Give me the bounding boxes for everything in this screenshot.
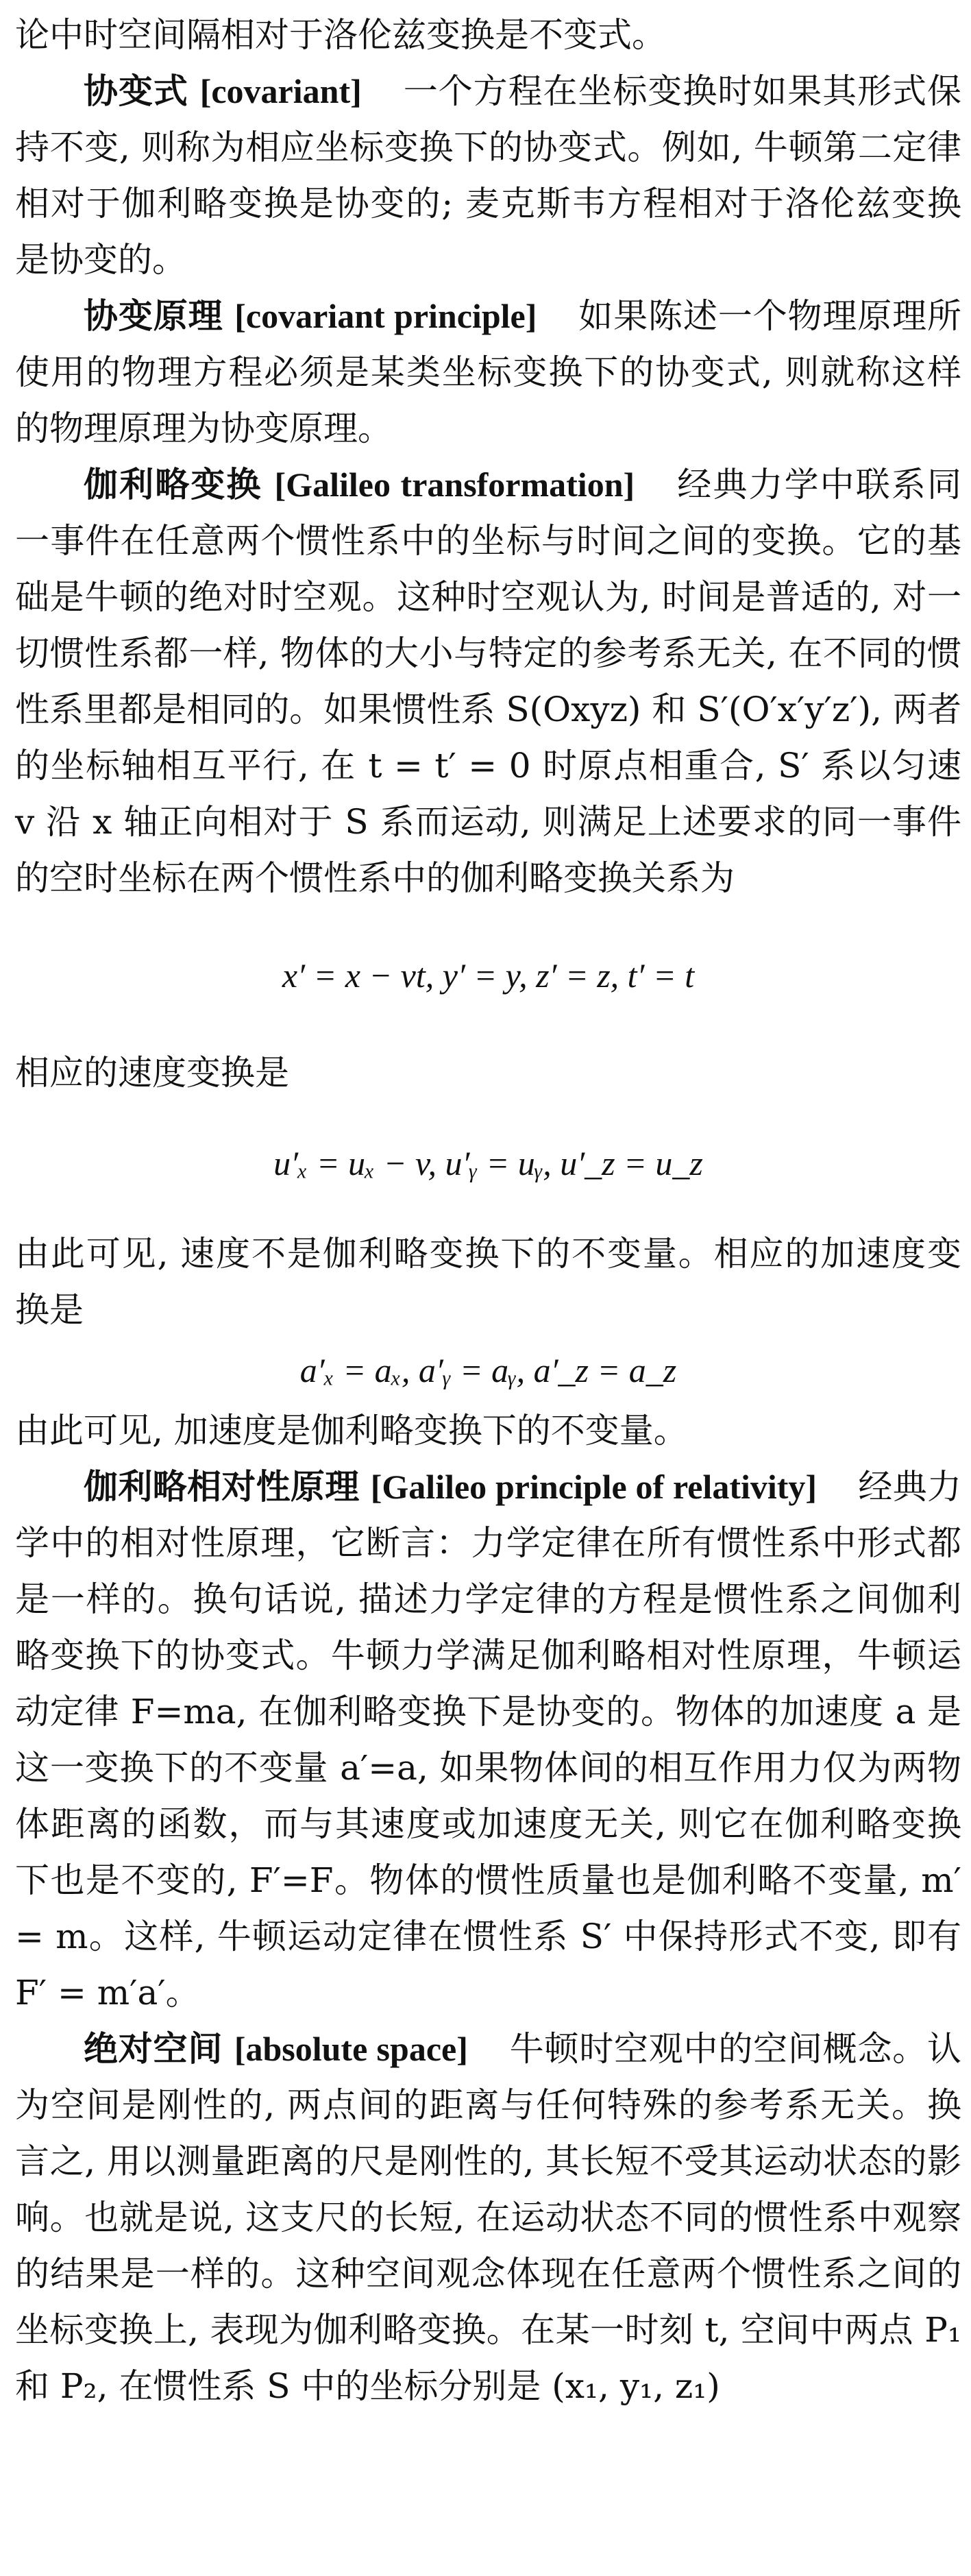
- entry-text: 经典力学中的相对性原理，它断言：力学定律在所有惯性系中形式都是一样的。换句话说, 描述力学定律的方程是惯性系之间伽利略变换下的协变式。牛顿力学满足伽利略相对性原理，牛顿运动定律 F=ma, 在伽利略变换下是协变的。物体的加速度 a 是这一变换下的不变量 a′=a, 如果物体间的相互作用力仅为两物体距离的函数，而与其速度或加速度无关, 则它在伽利略变换下也是不变的, F′=F。物体的惯性质量也是伽利略不变量, m′ = m。这样, 牛顿运动定律在惯性系 S′ 中保持形式不变, 即有 F′ = m′a′。: [15, 1467, 962, 2013]
- entry-galileo-relativity: [15, 1459, 961, 2021]
- paragraph-velocity-note: 由此可见, 速度不是伽利略变换下的不变量。相应的加速度变换是: [15, 1234, 961, 1330]
- entry-text: 一个方程在坐标变换时如果其形式保持不变, 则称为相应坐标变换下的协变式。例如, 牛顿第二定律相对于伽利略变换是协变的; 麦克斯韦方程相对于洛伦兹变换是协变的。: [15, 71, 962, 280]
- entry-absolute-space: [15, 2021, 961, 2414]
- entry-term: 绝对空间: [84, 2029, 223, 2069]
- paragraph-velocity-intro: 相应的速度变换是: [15, 1053, 289, 1093]
- entry-term: 伽利略变换: [84, 465, 262, 505]
- entry-text: 牛顿时空观中的空间概念。认为空间是刚性的, 两点间的距离与任何特殊的参考系无关。换言之, 用以测量距离的尺是刚性的, 其长短不受其运动状态的影响。也就是说, 这支尺的长短, 在运动状态不同的惯性系中观察的结果是一样的。这种空间观念体现在任意两个惯性系之间的坐标变换上, 表现为伽利略变换。在某一时刻 t, 空间中两点 P₁ 和 P₂, 在惯性系 S 中的坐标分别是 (x₁, y₁, z₁): [15, 2029, 962, 2406]
- equation-coordinate-transform: x′ = x − vt, y′ = y, z′ = z, t′ = t: [282, 956, 695, 995]
- entry-text: 经典力学中联系同一事件在任意两个惯性系中的坐标与时间之间的变换。它的基础是牛顿的绝对时空观。这种时空观认为, 时间是普适的, 对一切惯性系都一样, 物体的大小与特定的参考系无关, 在不同的惯性系里都是相同的。如果惯性系 S(Oxyz) 和 S′(O′x′y′z′), 两者的坐标轴相互平行, 在 t = t′ = 0 时原点相重合, S′ 系以匀速 v 沿 x 轴正向相对于 S 系而运动, 则满足上述要求的同一事件的空时坐标在两个惯性系中的伽利略变换关系为: [15, 465, 961, 898]
- entry-text: 如果陈述一个物理原理所使用的物理方程必须是某类坐标变换下的协变式, 则就称这样的物理原理为协变原理。: [15, 296, 961, 448]
- entry-english: [covariant]: [199, 72, 362, 110]
- entry-covariant-principle: [15, 288, 961, 457]
- entry-english: [Galileo transformation]: [274, 465, 635, 504]
- equation-velocity-transform: u′ₓ = uₓ − v, u′ᵧ = uᵧ, u′_z = u_z: [273, 1144, 703, 1182]
- paragraph-intro: 论中时空间隔相对于洛伦兹变换是不变式。: [15, 15, 666, 55]
- entry-english: [Galileo principle of relativity]: [370, 1468, 818, 1506]
- entry-term: 协变原理: [84, 296, 223, 336]
- entry-covariant: [15, 63, 961, 288]
- entry-term: 伽利略相对性原理: [84, 1467, 360, 1507]
- equation-acceleration-transform: a′ₓ = aₓ, a′ᵧ = aᵧ, a′_z = a_z: [299, 1351, 677, 1389]
- entry-english: [covariant principle]: [234, 297, 537, 335]
- entry-english: [absolute space]: [234, 2030, 468, 2068]
- paragraph-acceleration-note: 由此可见, 加速度是伽利略变换下的不变量。: [15, 1411, 688, 1450]
- entry-galileo-transformation: [15, 457, 961, 906]
- entry-term: 协变式: [84, 71, 188, 111]
